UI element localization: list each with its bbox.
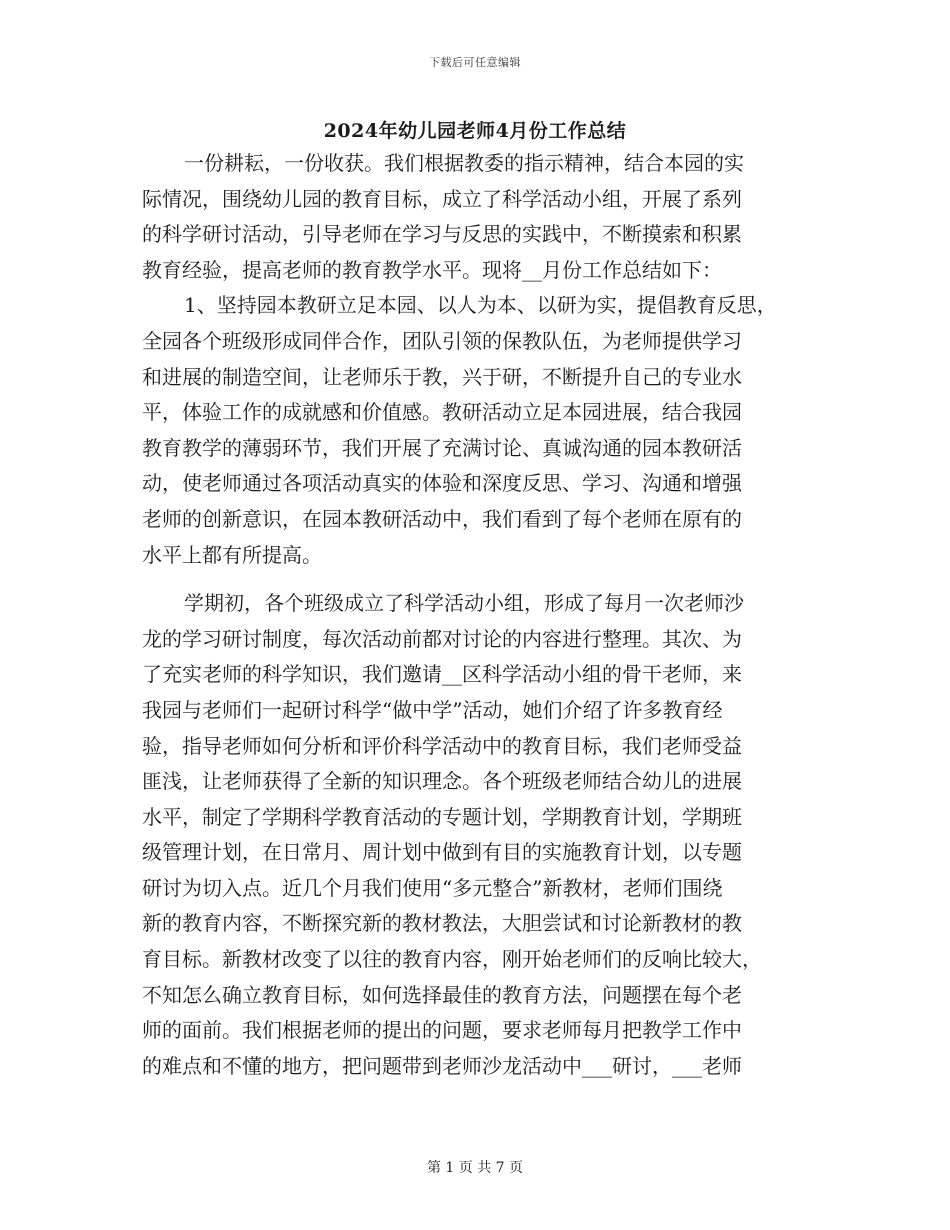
- paragraph-2-line-6: 动，使老师通过各项活动真实的体验和深度反思、学习、沟通和增强: [142, 471, 742, 496]
- paragraph-3-line-3: 了充实老师的科学知识，我们邀请__区科学活动小组的骨干老师，来: [142, 662, 742, 687]
- paragraph-1-line-3: 的科学研讨活动，引导老师在学习与反思的实践中，不断摸索和积累: [142, 222, 742, 247]
- paragraph-3-line-6: 匪浅，让老师获得了全新的知识理念。各个班级老师结合幼儿的进展: [142, 769, 742, 794]
- paragraph-3-line-12: 不知怎么确立教育目标，如何选择最佳的教育方法，问题摆在每个老: [142, 982, 742, 1007]
- paragraph-1-line-4: 教育经验，提高老师的教育教学水平。现将__月份工作总结如下：: [142, 257, 722, 282]
- paragraph-2-line-1: 1、坚持园本教研立足本园、以人为本、以研为实，提倡教育反思，: [184, 293, 777, 318]
- paragraph-3-line-13: 师的面前。我们根据老师的提出的问题，要求老师每月把教学工作中: [142, 1018, 742, 1043]
- paragraph-1-line-2: 际情况，围绕幼儿园的教育目标，成立了科学活动小组，开展了系列: [142, 186, 742, 211]
- paragraph-3-line-9: 研讨为切入点。近几个月我们使用“多元整合”新教材，老师们围绕: [142, 875, 723, 900]
- paragraph-3-line-10: 新的教育内容，不断探究新的教材教法，大胆尝试和讨论新教材的教: [142, 911, 742, 936]
- paragraph-gap: [142, 573, 810, 586]
- paragraph-3-line-1: 学期初，各个班级成立了科学活动小组，形成了每月一次老师沙: [184, 591, 744, 616]
- paragraph-3-line-4: 我园与老师们一起研讨科学“做中学”活动，她们介绍了许多教育经: [142, 697, 723, 722]
- paragraph-2-line-4: 平，体验工作的成就感和价值感。教研活动立足本园进展，结合我园: [142, 400, 742, 425]
- paragraph-3-line-2: 龙的学习研讨制度，每次活动前都对讨论的内容进行整理。其次、为: [142, 626, 742, 651]
- paragraph-2-line-8: 水平上都有所提高。: [142, 542, 322, 567]
- header-note: 下载后可任意编辑: [429, 56, 521, 69]
- paragraph-2-line-5: 教育教学的薄弱环节，我们开展了充满讨论、真诚沟通的园本教研活: [142, 435, 742, 460]
- paragraph-3-line-7: 水平，制定了学期科学教育活动的专题计划，学期教育计划，学期班: [142, 804, 742, 829]
- paragraph-3-line-11: 育目标。新教材改变了以往的教育内容，刚开始老师们的反响比较大，: [142, 947, 762, 972]
- paragraph-2-line-7: 老师的创新意识，在园本教研活动中，我们看到了每个老师在原有的: [142, 506, 742, 531]
- page-footer: 第 1 页 共 7 页: [426, 1160, 524, 1176]
- paragraph-2-line-3: 和进展的制造空间，让老师乐于教，兴于研，不断提升自己的专业水: [142, 364, 742, 389]
- paragraph-3-line-5: 验，指导老师如何分析和评价科学活动中的教育目标，我们老师受益: [142, 733, 742, 758]
- paragraph-1-line-1: 一份耕耘，一份收获。我们根据教委的指示精神，结合本园的实: [184, 151, 744, 175]
- paragraph-3-line-8: 级管理计划，在日常月、周计划中做到有目的实施教育计划，以专题: [142, 840, 742, 865]
- paragraph-2-line-2: 全园各个班级形成同伴合作，团队引领的保教队伍，为老师提供学习: [142, 328, 742, 353]
- document-title: 2024年幼儿园老师4月份工作总结: [323, 120, 627, 142]
- document-body: [142, 146, 810, 1084]
- paragraph-3-line-14: 的难点和不懂的地方，把问题带到老师沙龙活动中___研讨，___老师: [142, 1053, 742, 1078]
